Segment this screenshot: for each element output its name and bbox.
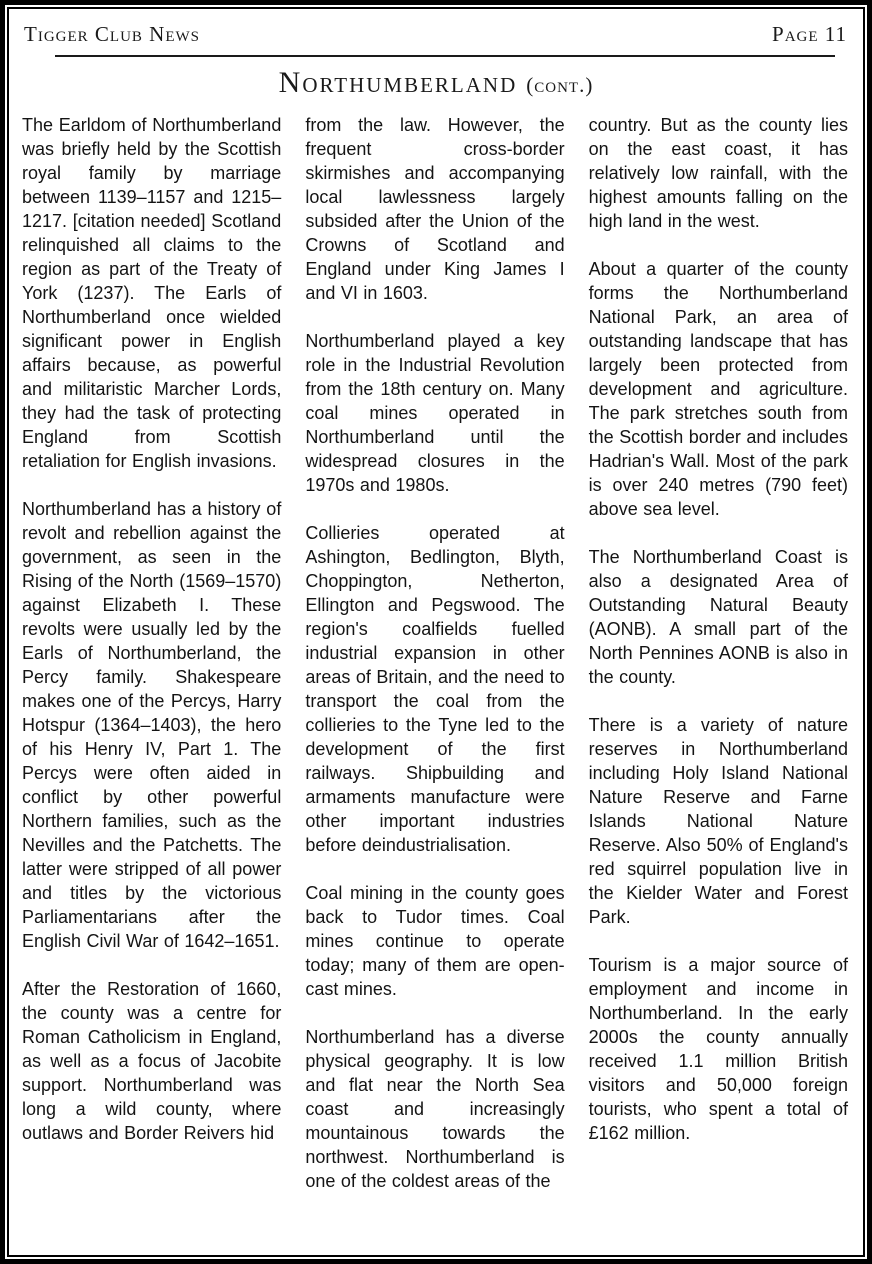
paragraph: After the Restoration of 1660, the county was a centre for Roman Catholicism in England, as well as a focus of Jacobite support. Northumberland was long a wild county, where outlaws and Border Reivers hid [22, 979, 282, 1143]
article-column-3 [589, 113, 848, 1255]
article-column-1 [22, 113, 281, 1255]
paragraph: About a quarter of the county forms the Northumberland National Park, an area of outstanding landscape that has largely been protected from development and agriculture. The park stretches south from the Scottish border and includes Hadrian's Wall. Most of the park is over 240 metres (790 feet) above sea level. [588, 259, 848, 519]
article-title-row [9, 68, 863, 98]
paragraph: Northumberland played a key role in the Industrial Revolution from the 18th century on. Many coal mines operated in Northumberland until the widespread closures in the 1970s and 1980s. [305, 331, 565, 495]
paragraph: country. But as the county lies on the east coast, it has relatively low rainfall, with the highest amounts falling on the high land in the west. [588, 115, 848, 231]
paragraph: from the law. However, the frequent cross-border skirmishes and accompanying local lawlessness largely subsided after the Union of the Crowns of Scotland and England under King James I and VI in 1603. [305, 115, 565, 303]
paragraph: There is a variety of nature reserves in Northumberland including Holy Island National Nature Reserve and Farne Islands National Nature Reserve. Also 50% of England's red squirrel population live in the Kielder Water and Forest Park. [588, 715, 848, 927]
page-number: Page 11 [772, 22, 847, 46]
masthead-title: Tigger Club News [24, 22, 200, 46]
paragraph: Collieries operated at Ashington, Bedlington, Blyth, Choppington, Netherton, Ellington and Pegswood. The region's coalfields fuelled industrial expansion in other areas of Britain, and the need to transport the coal from the collieries to the Tyne led to the development of the first railways. Shipbuilding and armaments manufacture were other important industries before deindustrialisation. [305, 523, 565, 855]
article-column-2 [305, 113, 564, 1255]
article-title-suffix: (cont.) [526, 73, 594, 97]
article-title: Northumberland [278, 66, 518, 99]
paragraph: Northumberland has a history of revolt and rebellion against the government, as seen in the Rising of the North (1569–1570) against Elizabeth I. These revolts were usually led by the Earls of Northumberland, the Percy family. Shakespeare makes one of the Percys, Harry Hotspur (1364–1403), the hero of his Henry IV, Part 1. The Percys were often aided in conflict by other powerful Northern families, such as the Nevilles and the Patchetts. The latter were stripped of all power and titles by the victorious Parliamentarians after the English Civil War of 1642–1651. [22, 499, 282, 951]
paragraph: Northumberland has a diverse physical geography. It is low and flat near the North Sea coast and increasingly mountainous towards the northwest. Northumberland is one of the coldest areas of the [305, 1027, 565, 1191]
masthead [9, 9, 863, 47]
page-frame-inner [7, 7, 865, 1257]
paragraph: The Northumberland Coast is also a designated Area of Outstanding Natural Beauty (AONB). A small part of the North Pennines AONB is also in the county. [588, 547, 848, 687]
paragraph: The Earldom of Northumberland was briefly held by the Scottish royal family by marriage between 1139–1157 and 1215–1217. [citation needed] Scotland relinquished all claims to the region as part of the Treaty of York (1237). The Earls of Northumberland once wielded significant power in English affairs because, as powerful and militaristic Marcher Lords, they had the task of protecting England from Scottish retaliation for English invasions. [22, 115, 282, 471]
article-body [9, 98, 863, 1255]
paragraph: Tourism is a major source of employment and income in Northumberland. In the early 2000s the county annually received 1.1 million British visitors and 50,000 foreign tourists, who spent a total of £162 million. [588, 955, 848, 1143]
masthead-divider [55, 55, 835, 57]
paragraph: Coal mining in the county goes back to Tudor times. Coal mines continue to operate today; many of them are open-cast mines. [305, 883, 565, 999]
